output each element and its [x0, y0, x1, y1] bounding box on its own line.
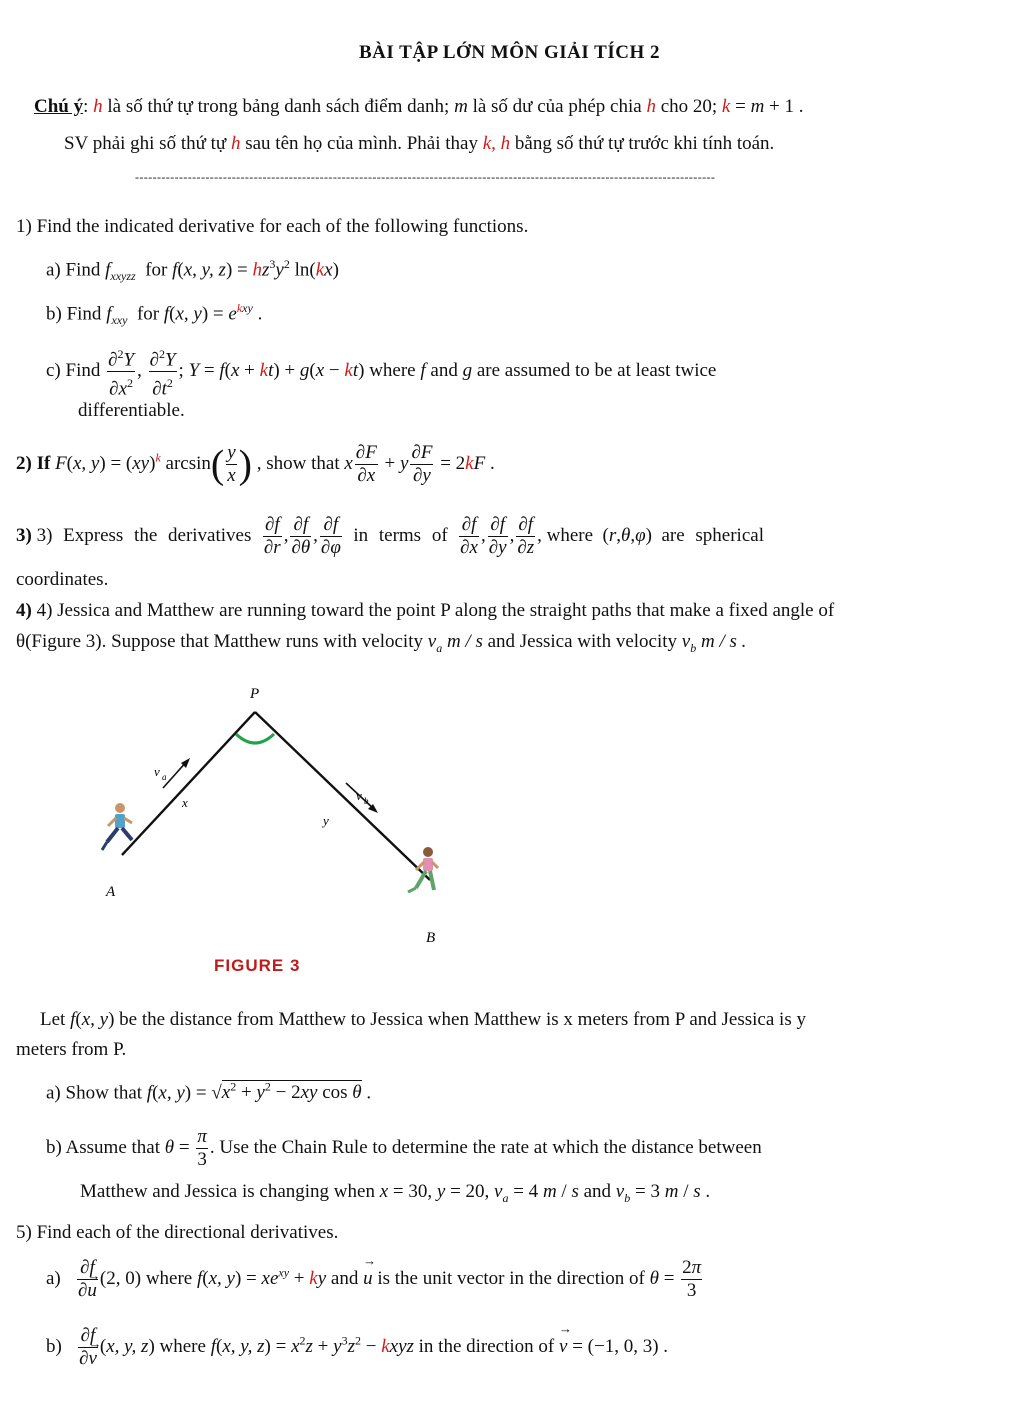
q3-text2: in terms of: [353, 524, 448, 546]
q1b-for: for: [136, 303, 160, 325]
figure-caption: FIGURE 3: [214, 956, 301, 975]
q4-line1: 4) 4) Jessica and Matthew are running toward the point P along the straight paths that make a fixed angle of: [16, 600, 835, 621]
q5a-rest: is the unit vector in the direction of: [377, 1267, 645, 1289]
q2-arcsin: arcsin: [165, 452, 211, 474]
label-vb: v: [356, 788, 362, 803]
jessica-runner-icon: [408, 847, 438, 892]
note-line2-c: bằng số thứ tự trước khi tính toán.: [514, 133, 775, 154]
q4b: b) Assume that θ = $\frac{\pi}{3}$ . Use the Chain Rule to determine the rate at which the distance between: [46, 1126, 762, 1170]
q5b-rest: in the direction of: [418, 1335, 555, 1357]
q4-let-prefix: Let: [40, 1009, 66, 1030]
q4-line2b: m / s: [446, 631, 483, 652]
q5-heading: [16, 1222, 338, 1244]
q4b-line2: Matthew and Jessica is changing when x = 30, y = 20, $v_a = 4$ m / s and $v_b = 3$ m / s .: [80, 1181, 711, 1205]
label-y: y: [323, 813, 329, 828]
q3-text4: are spherical: [661, 524, 764, 546]
q3-text1: 3) Express the derivatives: [36, 524, 252, 546]
q5a-where: where: [145, 1267, 193, 1289]
q5a: a) $\frac{\partial f}{\partial\to u}$ (2, 0) where f(x, $y) = xe^{xy}$ + ky and → u is the unit vector in the direction of θ = $\frac{2\pi}{3}$: [46, 1257, 704, 1302]
q1a-for: for: [145, 259, 168, 281]
q5-heading-text: 5) Find each of the directional derivatives.: [16, 1222, 339, 1243]
q4b-line2a: Matthew and Jessica is changing when: [80, 1181, 375, 1202]
q4b-line2b: and: [583, 1181, 612, 1202]
q5b-where: where: [159, 1335, 206, 1357]
note-line-2: SV phải ghi số thứ tự h sau tên họ của mình. Phải thay k, h bằng số thứ tự trước khi tính toán.: [64, 133, 775, 154]
q2-label: 2) If: [16, 452, 51, 474]
note-text-1: là số thứ tự trong bảng danh sách điểm danh;: [107, 96, 450, 117]
q1c-where: where: [369, 360, 416, 382]
q1-heading: 1) Find the indicated derivative for each of the following functions.: [16, 216, 529, 237]
figure-3: [60, 680, 480, 980]
q3: 3) 3) Express the derivatives $\frac{\partial f}{\partial r}$ , $\frac{\partial f}{\partial\theta}$ , $\frac{\partial f}{\partial\varphi}$ in terms of $\frac{\partial f}{\partial x}$ , $\frac{\partial f}{\partial y}$ , $\frac{\partial f}{\partial z}$ , where (r,θ,φ) are spherical: [16, 514, 764, 558]
label-x: x: [182, 795, 188, 810]
q5b: b) $\frac{\partial f}{\partial\to v}$ (x, y, z) where f(x, y, $z) = x^2z + y^3z^2$ − kxyz in the direction of → v = (−1, 0, 3) .: [46, 1325, 668, 1370]
note-text-2: là số dư của phép chia: [472, 96, 642, 117]
q4-let-text: be the distance from Matthew to Jessica when Matthew is x meters from P and Jessica is y: [119, 1009, 806, 1030]
q1b: b) Find $f_{xxy}$ for f(x, $y) = e^{kxy}$ .: [46, 301, 263, 328]
q1c-label: c) Find: [46, 360, 101, 382]
q2-show: , show that: [256, 452, 340, 474]
note-line2-a: SV phải ghi số thứ tự: [64, 133, 227, 154]
label-a: A: [106, 884, 116, 900]
q4-let-line2: meters from P.: [16, 1039, 127, 1060]
q1c: c) Find $\frac{\partial^2Y}{\partial x^2}$ , $\frac{\partial^2Y}{\partial t^2}$ ; Y = f(x + kt) + g(x − kt) where f and g are assumed to be at least twice: [46, 343, 716, 401]
label-b: B: [426, 930, 436, 946]
q4a-text: a) Show that: [46, 1082, 143, 1104]
separator: ------------------------------------------------------------------------------------------------------------------------------------: [135, 170, 716, 184]
q3-line2: coordinates.: [16, 569, 109, 590]
label-va: v: [154, 764, 160, 779]
matthew-runner-icon: [102, 803, 132, 850]
q4-line2a: θ(Figure 3). Suppose that Matthew runs with velocity: [16, 631, 423, 652]
label-p: P: [250, 686, 260, 702]
q1c-line2: differentiable.: [78, 400, 185, 421]
q1c-and: and: [430, 360, 458, 382]
q4-let-line1: Let f(x, y) be the distance from Matthew to Jessica when Matthew is x meters from P and Jessica is y: [40, 1009, 806, 1030]
q4a: a) Show that f(x, $y) = √x^2 + y^2 - 2xy$ cos θ .: [46, 1080, 372, 1104]
q5b-label: b): [46, 1335, 62, 1357]
q2: 2) If F(x, y) = (xy)$^k$ arcsin( $\frac{y}{x}$ ) , show that x $\frac{\partial F}{\partial x}$ + y $\frac{\partial F}{\partial y}$ = 2kF .: [16, 441, 495, 487]
page-title: BÀI TẬP LỚN MÔN GIẢI TÍCH 2: [358, 42, 660, 63]
q4-line2d: m / s .: [700, 631, 747, 652]
q4b-text2: . Use the Chain Rule to determine the rate at which the distance between: [209, 1136, 762, 1158]
label-vb-sub: b: [364, 796, 369, 806]
note-line2-b: sau tên họ của mình. Phải thay: [245, 133, 478, 154]
angle-arc: [236, 734, 274, 743]
q5a-label: a): [46, 1267, 61, 1289]
q5a-and: and: [330, 1267, 359, 1289]
q4-line2: θ(Figure 3). Suppose that Matthew runs with velocity $v_a$ m / s and Jessica with velocity $v_b$ m / s .: [16, 631, 747, 655]
q3-text3: , where: [537, 524, 594, 546]
q4-line1-text: 4) Jessica and Matthew are running toward the point P along the straight paths that make a fixed angle of: [36, 600, 835, 621]
q1c-rest: are assumed to be at least twice: [476, 360, 717, 382]
q1a: a) Find $f_{xxyzz}$ for f(x, y, $z) = hz^3y^2$ ln(kx): [46, 257, 339, 284]
note-text-3: cho 20;: [660, 96, 718, 117]
label-va-sub: a: [162, 772, 167, 782]
q1a-label: a) Find: [46, 259, 101, 281]
note-label: Chú ý: [34, 96, 84, 117]
q1b-label: b) Find: [46, 303, 102, 325]
note-line-1: Chú ý: h là số thứ tự trong bảng danh sách điểm danh; m là số dư của phép chia h cho 20; k = m + 1 .: [34, 96, 804, 117]
q4-line2c: and Jessica with velocity: [487, 631, 678, 652]
q4b-text1: b) Assume that: [46, 1136, 160, 1158]
